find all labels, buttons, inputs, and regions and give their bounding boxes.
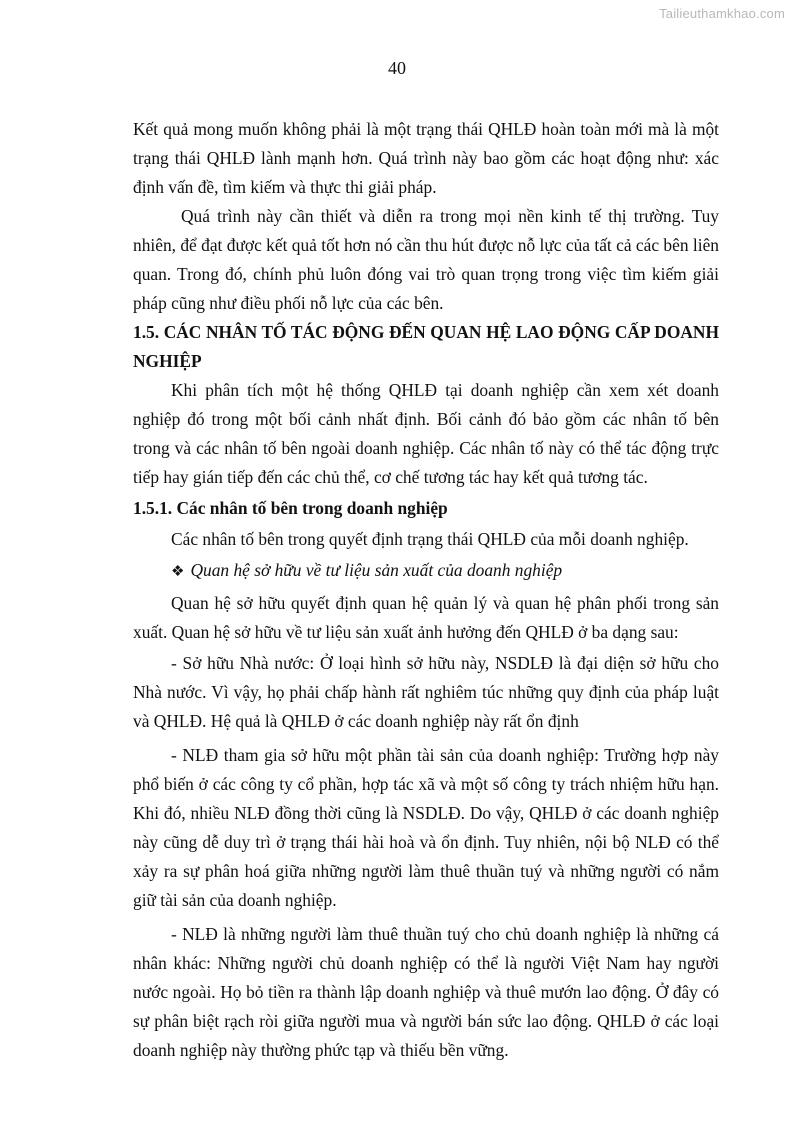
page-number: 40 — [388, 58, 406, 78]
paragraph: Khi phân tích một hệ thống QHLĐ tại doanh nghiệp cần xem xét doanh nghiệp đó trong một bối cảnh nhất định. Bối cảnh đó bảo gồm các nhân tố bên trong và các nhân tố bên ngoài doanh nghiệp. Các nhân tố này có thể tác động trực tiếp hay gián tiếp đến các chủ thể, cơ chế tương tác hay kết quả tương tác. — [133, 380, 719, 487]
paragraph: Các nhân tố bên trong quyết định trạng thái QHLĐ của mỗi doanh nghiệp. — [171, 529, 689, 549]
subsection-heading: 1.5.1. Các nhân tố bên trong doanh nghiệp — [133, 498, 448, 518]
list-item: - NLĐ là những người làm thuê thuần tuý cho chủ doanh nghiệp là những cá nhân khác: Những người chủ doanh nghiệp có thể là người Việt Nam hay người nước ngoài. Họ bỏ tiền ra thành lập doanh nghiệp và thuê mướn lao động. Ở đây có sự phân biệt rạch ròi giữa người mua và người bán sức lao động. QHLĐ ở các loại doanh nghiệp này thường phức tạp và thiếu bền vững. — [133, 924, 719, 1060]
paragraph: Quá trình này cần thiết và diễn ra trong mọi nền kinh tế thị trường. Tuy nhiên, để đạt được kết quả tốt hơn nó cần thu hút được nỗ lực của tất cả các bên liên quan. Trong đó, chính phủ luôn đóng vai trò quan trọng trong việc tìm kiếm giải pháp cũng như điều phối nỗ lực của các bên. — [133, 206, 719, 313]
diamond-bullet-icon: ❖ — [171, 564, 185, 580]
paragraph: Quan hệ sở hữu quyết định quan hệ quản lý và quan hệ phân phối trong sản xuất. Quan hệ sở hữu về tư liệu sản xuất ảnh hưởng đến QHLĐ ở ba dạng sau: — [133, 593, 719, 642]
italic-subheading — [133, 556, 719, 587]
section-heading: 1.5. CÁC NHÂN TỐ TÁC ĐỘNG ĐẾN QUAN HỆ LAO ĐỘNG CẤP DOANH NGHIỆP — [133, 322, 719, 371]
document-body — [133, 115, 719, 1065]
subheading-text: Quan hệ sở hữu về tư liệu sản xuất của doanh nghiệp — [190, 560, 563, 580]
watermark: Tailieuthamkhao.com — [659, 6, 785, 21]
paragraph: Kết quả mong muốn không phải là một trạng thái QHLĐ hoàn toàn mới mà là một trạng thái QHLĐ lành mạnh hơn. Quá trình này bao gồm các hoạt động như: xác định vấn đề, tìm kiếm và thực thi giải pháp. — [133, 119, 719, 197]
list-item: - Sở hữu Nhà nước: Ở loại hình sở hữu này, NSDLĐ là đại diện sở hữu cho Nhà nước. Vì vậy, họ phải chấp hành rất nghiêm túc những quy định của pháp luật và QHLĐ. Hệ quả là QHLĐ ở các doanh nghiệp này rất ổn định — [133, 653, 719, 731]
list-item: - NLĐ tham gia sở hữu một phần tài sản của doanh nghiệp: Trường hợp này phổ biến ở các công ty cổ phần, hợp tác xã và một số công ty trách nhiệm hữu hạn. Khi đó, nhiều NLĐ đồng thời cũng là NSDLĐ. Do vậy, QHLĐ ở các doanh nghiệp này cũng dễ duy trì ở trạng thái hài hoà và ổn định. Tuy nhiên, nội bộ NLĐ có thể xảy ra sự phân hoá giữa những người làm thuê thuần tuý và những người có nắm giữ tài sản của doanh nghiệp. — [133, 745, 719, 910]
